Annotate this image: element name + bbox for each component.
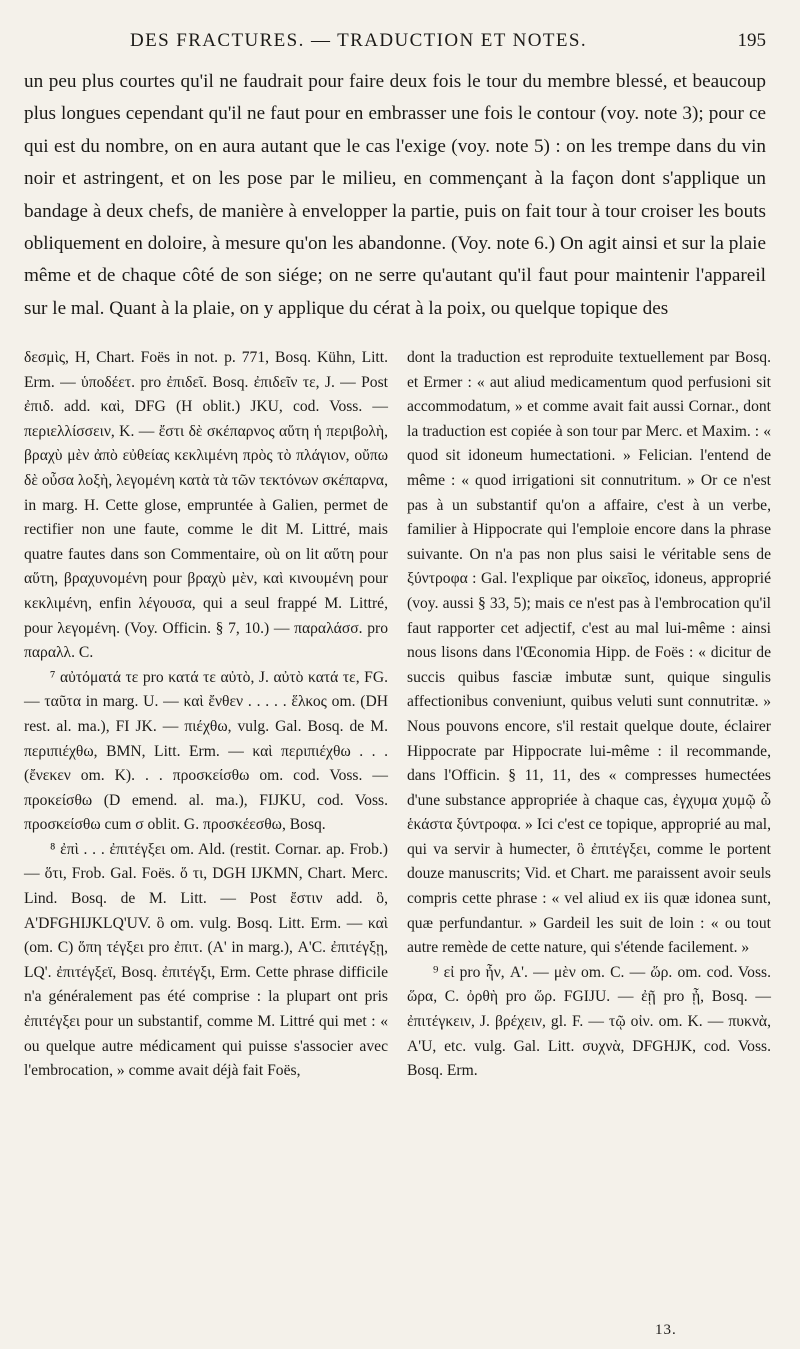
- main-translation-text: [24, 66, 766, 325]
- main-paragraph: un peu plus courtes qu'il ne faudrait pour faire deux fois le tour du membre blessé, et beaucoup plus longues cependant qu'il ne faut pour en embrasser une fois le contour (voy. note 3); pour ce qui est du nombre, on en aura autant que le cas l'exige (voy. note 5) : on les trempe dans du vin noir et astringent, et on les pose par le milieu, en commençant à la façon dont s'applique un bandage à deux chefs, de manière à envelopper la partie, puis on fait tour à tour croiser les bouts obliquement en doloire, à mesure qu'on les abandonne. (Voy. note 6.) On agit ainsi et sur la plaie même et de chaque côté de son siége; on ne serre qu'autant qu'il faut pour maintenir l'appareil sur le mal. Quant à la plaie, on y applique du cérat à la poix, ou quelque topique des: [24, 71, 766, 319]
- running-title: DES FRACTURES. — TRADUCTION ET NOTES.: [130, 30, 587, 51]
- running-header: [24, 30, 766, 60]
- note-8-continuation: dont la traduction est reproduite textuellement par Bosq. et Ermer : « aut aliud medicamentum quod perfusioni sit accommodatum, » et comme avait fait aussi Cornar., dont la traduction est copiée à son tour par Merc. et Maxim. : « quod sit idoneum humectationi. » Felician. l'entend de même : « quod irrigationi sit connutritum. » Or ce n'est pas à un substantif qu'on a affaire, c'est à un verbe, familier à Hippocrate qui l'emploie encore dans la phrase suivante. On n'a pas non plus saisi le véritable sens de ξύντροφα : Gal. l'explique par οἰκεῖος, idoneus, approprié (voy. aussi § 33, 5); mais ce n'est pas à l'embrocation qu'il faut rapporter cet adjectif, c'est au mal lui-même : ainsi nous lisons dans l'Œconomia Hipp. de Foës : « dicitur de succis quibus fasciæ imbutæ sunt, quique singulis affectionibus conveniunt, quibus veluti sunt connutritæ. » Nous pouvons encore, s'il restait quelque doute, éclairer Hippocrate par Hippocrate lui-même : il recommande, dans l'Officin. § 11, 11, des « compresses humectées d'une substance appropriée à chaque cas, ἐγχυμα χυμῷ ὧ ἑκάστα ξύντροφα. » Ici c'est ce topique, approprié au mal, qui va servir à humecter, ὃ ἐπιτέγξει, comme le portent douze manuscrits; Vid. et Chart. me paraissent avoir seuls compris cette phrase : « vel aliud ex iis quæ idonea sunt, quæ perfundantur. » Gardeil les suit de loin : « ou tout autre remède de cette nature, qui s'étende facilement. »: [407, 349, 771, 957]
- note-7: ⁷ αὐτόματά τε pro κατά τε αὐτὸ, J. αὐτὸ κατά τε, FG. — ταῦτα in marg. U. — καὶ ἔνθεν . . . . . ἕλκος om. (DH rest. al. ma.), FI JK. — πιέχθω, vulg. Gal. Bosq. de M. περιπιέχθω, BMN, Litt. Erm. — καὶ περιπιέχθω . . . (ἔνεκεν om. K). . . προσκείσθω om. cod. Voss. — προκείσθω (D emend. al. ma.), FIJKU, cod. Voss. προσκείσθω cum σ oblit. G. προσκέεσθω, Bosq.: [24, 668, 388, 834]
- notes-right-column: [407, 346, 771, 1084]
- note-8: ⁸ ἐπὶ . . . ἐπιτέγξει om. Ald. (restit. Cornar. ap. Frob.) — ὅτι, Frob. Gal. Foës. ὅ τι, DGH IJKMN, Chart. Merc. Lind. Bosq. de M. Litt. — Post ἔστιν add. ὃ, A'DFGHIJKLQ'UV. ὃ om. vulg. Bosq. Litt. Erm. — καὶ (om. C) ὅπη τέγξει pro ἐπιτ. (A' in marg.), A'C. ἐπιτέγξῃ, LQ'. ἐπιτέγξεϊ, Bosq. ἐπιτέγξι, Erm. Cette phrase difficile n'a généralement pas été comprise : la plupart ont pris ἐπιτέγξει pour un substantif, comme M. Littré qui met : « ou quelque autre médicament qui puisse s'associer avec l'embrocation, » comme avait déjà fait Foës,: [24, 840, 388, 1080]
- notes-left-column: [24, 346, 388, 1084]
- signature-mark: 13.: [655, 1322, 677, 1338]
- note-9: ⁹ εἰ pro ἦν, A'. — μὲν om. C. — ὥρ. om. cod. Voss. ὥρα, C. ὀρθὴ pro ὥρ. FGIJU. — ἐῇ pro ᾖ, Bosq. — ἐπιτέγκειν, J. βρέχειν, gl. F. — τῷ οἰν. om. K. — πυκνὰ, A'U, etc. vulg. Gal. Litt. συχνὰ, DFGHJK, cod. Voss. Bosq. Erm.: [407, 963, 771, 1080]
- note-continuation: δεσμὶς, H, Chart. Foës in not. p. 771, Bosq. Kühn, Litt. Erm. — ὑποδέετ. pro ἐπιδεῖ. Bosq. ἐπιδεῖν τε, J. — Post ἐπιδ. add. καὶ, DFG (H oblit.) JKU, cod. Voss. — περιελλίσσειν, K. — ἔστι δὲ σκέπαρνος αὕτη ἡ περιβολὴ, βραχὺ μὲν ἀπὸ εὐθείας κεκλιμένη πρὸς τὸ πλάγιον, οὔπω δὲ οὖσα λοξὴ, λεγομένη κατὰ τὰ τῶν τεκτόνων σκέπαρνα, in marg. H. Cette glose, empruntée à Galien, permet de rectifier non une faute, comme le dit M. Littré, mais quatre fautes dans son Commentaire, où on lit αὕτη pour αὕτη, βραχυνομένη pour βραχὺ μὲν, καὶ κινουμένη pour κεκλιμένη, enfin λέγουσα, qui a seul frappé M. Littré, pour λεγομένη. (Voy. Officin. § 7, 10.) — παραλάσσ. pro παραλλ. C.: [24, 349, 388, 662]
- page-number: 195: [737, 30, 766, 51]
